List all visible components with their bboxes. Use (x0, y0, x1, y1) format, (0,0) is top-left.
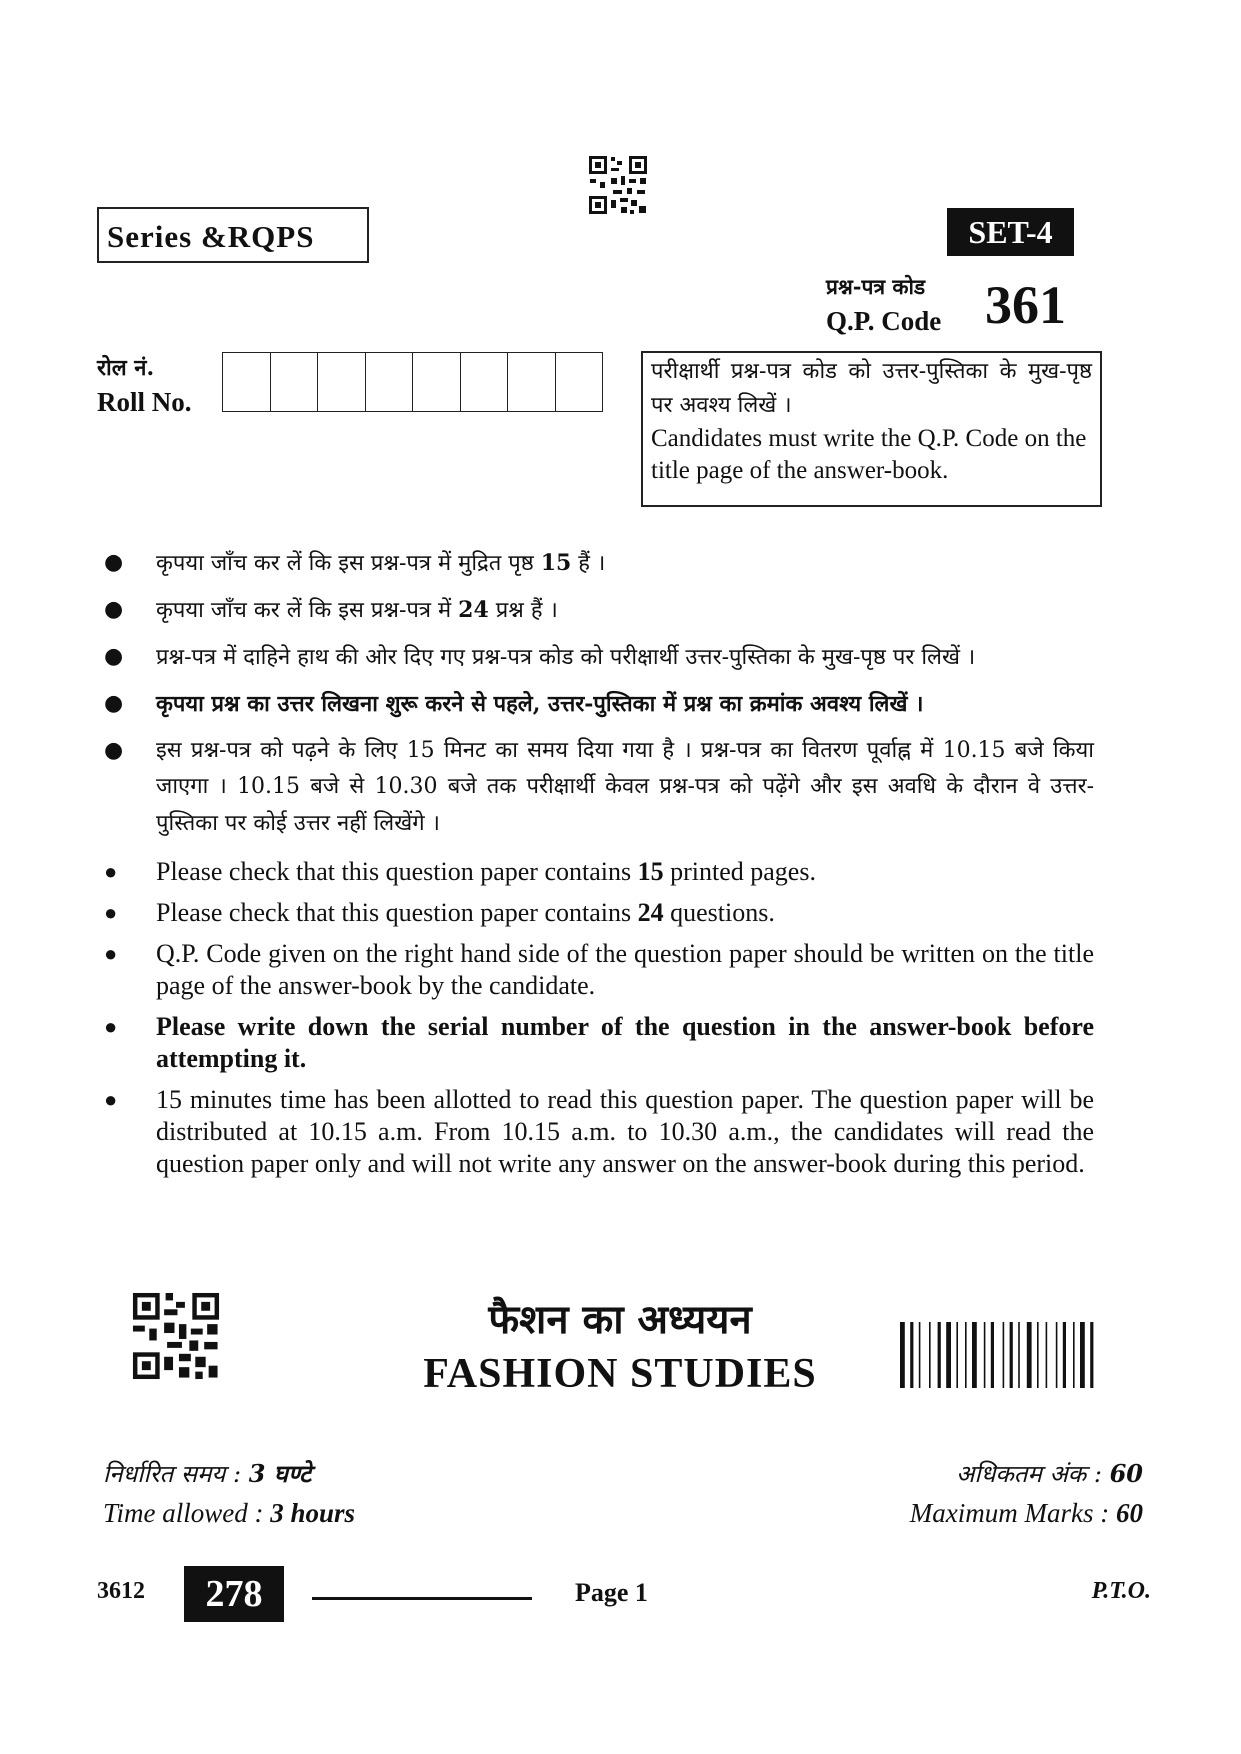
instruction-item (104, 897, 1094, 929)
instruction-text: Please check that this question paper contains 24 questions. (156, 898, 775, 927)
instructions-hindi (104, 545, 1094, 842)
bullet-icon: ● (104, 859, 118, 884)
roll-number-box[interactable] (508, 352, 556, 412)
instruction-text: कृपया जाँच कर लें कि इस प्रश्न-पत्र में मुद्रित पृष्ठ 15 हैं । (156, 550, 606, 576)
paper-code: 3612 (97, 1578, 145, 1604)
bullet-icon: ● (104, 900, 118, 925)
instruction-text: Q.P. Code given on the right hand side of the question paper should be written on the title page of the answer-book by the candidate. (156, 939, 1094, 1000)
notice-hindi: परीक्षार्थी प्रश्न-पत्र कोड को उत्तर-पुस्तिका के मुख-पृष्ठ पर अवश्य लिखें । (651, 359, 1092, 418)
bullet-icon: ● (104, 1014, 118, 1039)
instruction-text: कृपया प्रश्न का उत्तर लिखना शुरू करने से पहले, उत्तर-पुस्तिका में प्रश्न का क्रमांक अवश्य लिखें । (156, 691, 924, 717)
roll-number-box[interactable] (271, 352, 319, 412)
instruction-item (104, 639, 1094, 676)
instruction-item (104, 856, 1094, 888)
subject-title-hindi: फैशन का अध्ययन (488, 1296, 752, 1343)
instruction-text: 15 minutes time has been allotted to read this question paper. The question paper will be distributed at 10.15 a.m. From 10.15 a.m. to 10.30 a.m., the candidates will read the question paper only and will not write any answer on the answer-book during this period. (156, 1085, 1094, 1178)
roll-number-box[interactable] (413, 352, 461, 412)
bullet-icon: ● (104, 738, 124, 763)
page-number: Page 1 (575, 1578, 648, 1607)
instruction-text: इस प्रश्न-पत्र को पढ़ने के लिए 15 मिनट का समय दिया गया है । प्रश्न-पत्र का वितरण पूर्वाह्न में 10.15 बजे किया जाएगा । 10.15 बजे से 10.30 बजे तक परीक्षार्थी केवल प्रश्न-पत्र को पढ़ेंगे और इस अवधि के दौरान वे उत्तर-पुस्तिका पर कोई उत्तर नहीं लिखेंगे । (156, 738, 1094, 836)
maximum-marks-hindi: अधिकतम अंक : 60 (956, 1459, 1143, 1488)
roll-number-box[interactable] (318, 352, 366, 412)
time-allowed: Time allowed : 3 hours (103, 1498, 356, 1528)
instruction-text: Please write down the serial number of the question in the answer-book before attempting it. (156, 1012, 1094, 1073)
qp-code-label: Q.P. Code (826, 306, 942, 336)
instruction-text: कृपया जाँच कर लें कि इस प्रश्न-पत्र में 24 प्रश्न हैं । (156, 597, 558, 623)
roll-number-boxes[interactable] (222, 352, 603, 412)
roll-number-box[interactable] (461, 352, 509, 412)
series-box: Series &RQPS (97, 207, 369, 263)
maximum-marks: Maximum Marks : 60 (909, 1498, 1143, 1528)
instructions (104, 545, 1094, 1189)
instruction-item (104, 1084, 1094, 1180)
instruction-text: प्रश्न-पत्र में दाहिने हाथ की ओर दिए गए प्रश्न-पत्र कोड को परीक्षार्थी उत्तर-पुस्तिका के मुख-पृष्ठ पर लिखें । (156, 645, 976, 670)
instruction-item (104, 733, 1094, 842)
bullet-icon: ● (104, 597, 124, 622)
roll-number-box[interactable] (223, 352, 271, 412)
roll-number-box[interactable] (366, 352, 414, 412)
instruction-item (104, 592, 1094, 629)
qp-code-notice (641, 351, 1102, 507)
instruction-item (104, 545, 1094, 582)
notice-english: Candidates must write the Q.P. Code on the title page of the answer-book. (651, 425, 1087, 484)
pto-label: P.T.O. (1091, 1578, 1151, 1604)
qp-code-value: 361 (985, 275, 1066, 335)
qp-code-label-hindi: प्रश्न-पत्र कोड (826, 274, 926, 299)
instruction-item (104, 1011, 1094, 1075)
barcode (900, 1322, 1150, 1388)
bullet-icon: ● (104, 1087, 118, 1112)
time-allowed-hindi: निर्धारित समय : 3 घण्टे (103, 1459, 312, 1488)
subject-title: FASHION STUDIES (423, 1351, 817, 1397)
roll-label-hindi: रोल नं. (97, 355, 155, 381)
paper-number-box: 278 (184, 1566, 284, 1622)
instruction-text: Please check that this question paper contains 15 printed pages. (156, 857, 816, 886)
instruction-item (104, 938, 1094, 1002)
bullet-icon: ● (104, 941, 118, 966)
instructions-english (104, 856, 1094, 1180)
qr-code-top (587, 154, 649, 216)
footer-rule (312, 1597, 532, 1600)
bullet-icon: ● (104, 644, 124, 669)
bullet-icon: ● (104, 691, 124, 716)
roll-number-box[interactable] (556, 352, 604, 412)
instruction-item (104, 686, 1094, 723)
roll-label: Roll No. (97, 387, 192, 417)
bullet-icon: ● (104, 550, 124, 575)
set-badge: SET-4 (947, 208, 1074, 256)
qr-code-bottom (130, 1290, 222, 1382)
